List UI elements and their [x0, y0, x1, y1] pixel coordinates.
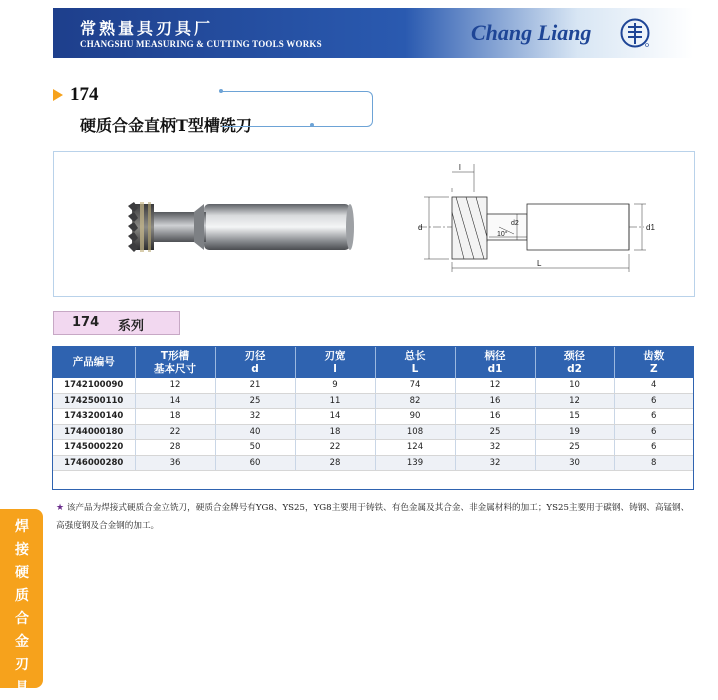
col-header-shank-dia: 柄径 d1 — [455, 347, 535, 378]
cell: 15 — [535, 409, 614, 425]
cell: 90 — [375, 409, 455, 425]
cell: 4 — [614, 378, 693, 393]
cell: 16 — [455, 393, 535, 409]
title-bracket-line — [222, 91, 373, 127]
cell: 12 — [135, 378, 215, 393]
cell: 108 — [375, 424, 455, 440]
cell: 21 — [215, 378, 295, 393]
cell: 30 — [535, 455, 614, 471]
table-row — [53, 424, 693, 440]
cell: 14 — [135, 393, 215, 409]
col-header-neck-dia: 颈径 d2 — [535, 347, 614, 378]
cell: 16 — [455, 409, 535, 425]
cell: 32 — [215, 409, 295, 425]
dim-label-angle: 10° — [497, 231, 508, 238]
cell: 12 — [535, 393, 614, 409]
tool-photo — [128, 202, 354, 252]
cell: 6 — [614, 424, 693, 440]
dim-label-l: l — [459, 163, 461, 172]
series-text: 系列 — [118, 319, 145, 334]
cell: 60 — [215, 455, 295, 471]
cell: 22 — [295, 440, 375, 456]
dim-label-d1: d1 — [646, 223, 655, 232]
star-icon: ★ — [56, 503, 65, 513]
note-text: 该产品为焊接式硬质合金立铣刀，硬质合金牌号有YG8、YS25，YG8主要用于铸铁、有色金属及其合金、非金属材料的加工；YS25主要用于碳钢、铸钢、高锰钢、高强度钢及合金钢的加工。 — [56, 503, 690, 531]
cell: 12 — [455, 378, 535, 393]
cell-product-no: 1743200140 — [53, 409, 135, 425]
cell: 139 — [375, 455, 455, 471]
spec-table — [53, 347, 693, 471]
cell: 25 — [455, 424, 535, 440]
cell: 25 — [215, 393, 295, 409]
col-header-t-slot: T形槽 基本尺寸 — [135, 347, 215, 378]
table-row — [53, 440, 693, 456]
cell: 28 — [295, 455, 375, 471]
col-header-teeth: 齿数 Z — [614, 347, 693, 378]
bracket-end-dot — [310, 123, 314, 127]
cell: 22 — [135, 424, 215, 440]
tool-illustration — [54, 152, 694, 296]
cell: 82 — [375, 393, 455, 409]
dim-label-d: d — [418, 223, 423, 232]
dim-label-L: L — [537, 259, 542, 268]
usage-note — [56, 499, 692, 535]
product-code: 174 — [70, 84, 99, 105]
cell: 74 — [375, 378, 455, 393]
brand-name: Chang Liang — [471, 20, 592, 45]
cell: 40 — [215, 424, 295, 440]
header-banner — [53, 8, 693, 58]
company-name-en: CHANGSHU MEASURING & CUTTING TOOLS WORKS — [80, 39, 322, 49]
cell: 19 — [535, 424, 614, 440]
cell: 18 — [135, 409, 215, 425]
cell: 6 — [614, 440, 693, 456]
cell: 50 — [215, 440, 295, 456]
cell: 25 — [535, 440, 614, 456]
category-side-tab-label: 焊接硬质合金刃具 — [15, 519, 29, 696]
col-header-product-no: 产品编号 — [53, 347, 135, 378]
cell: 32 — [455, 455, 535, 471]
cell: 18 — [295, 424, 375, 440]
cell-product-no: 1745000220 — [53, 440, 135, 456]
cell-product-no: 1746000280 — [53, 455, 135, 471]
cell: 6 — [614, 409, 693, 425]
dim-label-d2: d2 — [511, 220, 519, 227]
col-header-total-length: 总长 L — [375, 347, 455, 378]
cell-product-no: 1744000180 — [53, 424, 135, 440]
cell: 10 — [535, 378, 614, 393]
product-name: 硬质合金直柄T型槽铣刀 — [80, 116, 252, 135]
table-header-row — [53, 347, 693, 378]
feng-emblem-icon — [620, 18, 650, 48]
cell: 36 — [135, 455, 215, 471]
cell-product-no: 1742100090 — [53, 378, 135, 393]
cell: 6 — [614, 393, 693, 409]
table-row — [53, 393, 693, 409]
col-header-cutting-dia: 刃径 d — [215, 347, 295, 378]
cell: 8 — [614, 455, 693, 471]
product-image-panel — [53, 151, 695, 297]
tool-drawing — [419, 164, 646, 272]
table-row — [53, 378, 693, 393]
cell: 32 — [455, 440, 535, 456]
cell: 9 — [295, 378, 375, 393]
bracket-dot — [219, 89, 223, 93]
table-row — [53, 409, 693, 425]
series-label — [53, 311, 180, 335]
col-header-cutting-width: 刃宽 l — [295, 347, 375, 378]
cell: 11 — [295, 393, 375, 409]
company-name-cn: 常熟量具刃具厂 — [80, 19, 214, 38]
title-arrow-icon — [53, 89, 63, 101]
cell-product-no: 1742500110 — [53, 393, 135, 409]
series-code: 174 — [72, 315, 100, 330]
cell: 14 — [295, 409, 375, 425]
table-row — [53, 455, 693, 471]
cell: 124 — [375, 440, 455, 456]
cell: 28 — [135, 440, 215, 456]
